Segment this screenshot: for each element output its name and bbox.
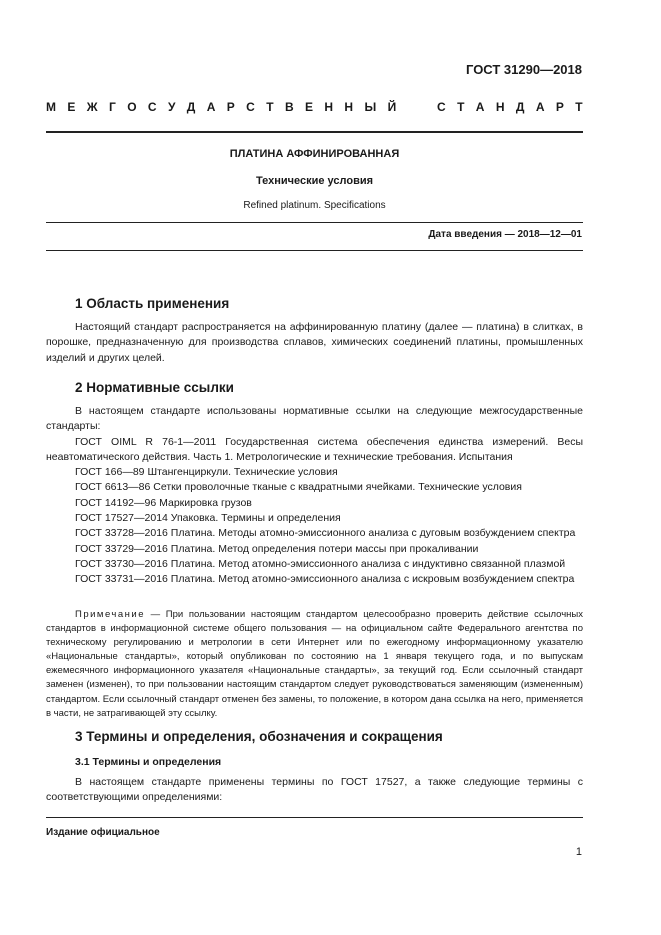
reference-item: ГОСТ 17527—2014 Упаковка. Термины и определения	[75, 512, 341, 525]
note-label: Примечание	[75, 609, 145, 620]
section-3-1-heading: 3.1 Термины и определения	[75, 756, 222, 768]
standard-type-letter: У	[167, 100, 176, 114]
standard-type-letter: Ы	[364, 100, 377, 114]
page-number: 1	[575, 846, 582, 858]
standard-type-letter: А	[535, 100, 545, 114]
standard-type-letter: А	[475, 100, 485, 114]
standard-type-letter: Т	[575, 100, 583, 114]
reference-item: ГОСТ 33729—2016 Платина. Метод определения потери массы при прокаливании	[75, 542, 479, 555]
english-title: Refined platinum. Specifications	[243, 200, 386, 211]
standard-type-letter: Д	[186, 100, 196, 114]
document-subtitle: Технические условия	[255, 175, 374, 187]
standard-type-letter: С	[246, 100, 255, 114]
standard-type-letter: Д	[515, 100, 525, 114]
standard-type-letter: Е	[67, 100, 76, 114]
standard-type-letter: Т	[457, 100, 465, 114]
reference-item: ГОСТ 33731—2016 Платина. Метод атомно-эмиссионного анализа с искровым возбуждением спектра	[75, 573, 575, 586]
section-3-text: В настоящем стандарте применены термины по ГОСТ 17527, а также следующие термины с соответствующими определениями:	[46, 776, 583, 804]
note-text: — При пользовании настоящим стандартом целесообразно проверить действие ссылочных стандартов в информационной системе общего пользования — на официальном сайте Федерального агентства по техническому регулированию и метрологии в сети Интернет или по ежегодному информационному указателю «Национальные стандарты», который опубликован по состоянию на 1 января текущего года, и по выпускам ежемесячного информационного указателя «Национальные стандарты», за текущий год. Если ссылочный стандарт заменен (изменен), то при пользовании настоящим стандартом следует руководствоваться заменяющим (измененным) стандартом. Если ссылочный стандарт отменен без замены, то положение, в котором дана ссылка на него, применяется в части, не затрагивающей эту ссылку.	[46, 609, 583, 719]
reference-item: ГОСТ 33730—2016 Платина. Метод атомно-эмиссионного анализа с индуктивно связанной плазмой	[75, 557, 566, 570]
reference-item: ГОСТ 33728—2016 Платина. Методы атомно-эмиссионного анализа с дуговым возбуждением спектра	[75, 527, 576, 540]
document-code: ГОСТ 31290—2018	[466, 62, 582, 77]
standard-type-letter: В	[284, 100, 294, 114]
section-1-heading: 1 Область применения	[75, 296, 230, 311]
standard-type-letter: М	[46, 100, 56, 114]
standard-type-letter: О	[127, 100, 137, 114]
standard-type-letter: Ж	[86, 100, 98, 114]
intro-date: Дата введения — 2018—12—01	[428, 229, 582, 240]
standard-type-gap	[408, 100, 411, 114]
standard-type	[46, 100, 583, 114]
reference-item: ГОСТ 166—89 Штангенциркули. Технические условия	[75, 466, 338, 479]
standard-type-letter: Н	[344, 100, 354, 114]
note	[46, 608, 583, 721]
section-2-body	[46, 404, 583, 588]
section-1-text: Настоящий стандарт распространяется на аффинированную платину (далее — платина) в слитках, в порошке, предназначенную для производства сплавов, химических соединений платины, промышленных изделий и других целей.	[46, 321, 583, 364]
references-list	[46, 435, 583, 588]
section-2-heading: 2 Нормативные ссылки	[75, 380, 234, 395]
standard-type-letter: Й	[387, 100, 397, 114]
section-3-heading: 3 Термины и определения, обозначения и сокращения	[75, 729, 443, 744]
standard-type-letter: Г	[109, 100, 116, 114]
reference-item: ГОСТ OIML R 76-1—2011 Государственная система обеспечения единства измерений. Весы неавтоматического действия. Часть 1. Метрологические и технические требования. Испытания	[46, 435, 583, 463]
standard-type-letter: Т	[266, 100, 274, 114]
date-rule	[46, 250, 583, 251]
standard-type-letter: Р	[226, 100, 235, 114]
standard-type-gap	[422, 100, 425, 114]
standard-type-letter: С	[147, 100, 157, 114]
standard-type-letter: Е	[304, 100, 313, 114]
standard-type-letter: Н	[324, 100, 334, 114]
footer-rule	[46, 817, 583, 818]
standard-type-letter: С	[437, 100, 446, 114]
section-2-intro: В настоящем стандарте использованы нормативные ссылки на следующие межгосударственные стандарты:	[46, 405, 583, 433]
header-rule	[46, 131, 583, 133]
standard-type-letter: Н	[495, 100, 505, 114]
reference-item: ГОСТ 14192—96 Маркировка грузов	[75, 496, 252, 509]
reference-item: ГОСТ 6613—86 Сетки проволочные тканые с квадратными ячейками. Технические условия	[75, 481, 522, 494]
standard-type-letter: Р	[555, 100, 564, 114]
document-title: ПЛАТИНА АФФИНИРОВАННАЯ	[229, 148, 400, 160]
title-rule	[46, 222, 583, 223]
edition-label: Издание официальное	[46, 827, 160, 838]
standard-type-letter: А	[206, 100, 216, 114]
